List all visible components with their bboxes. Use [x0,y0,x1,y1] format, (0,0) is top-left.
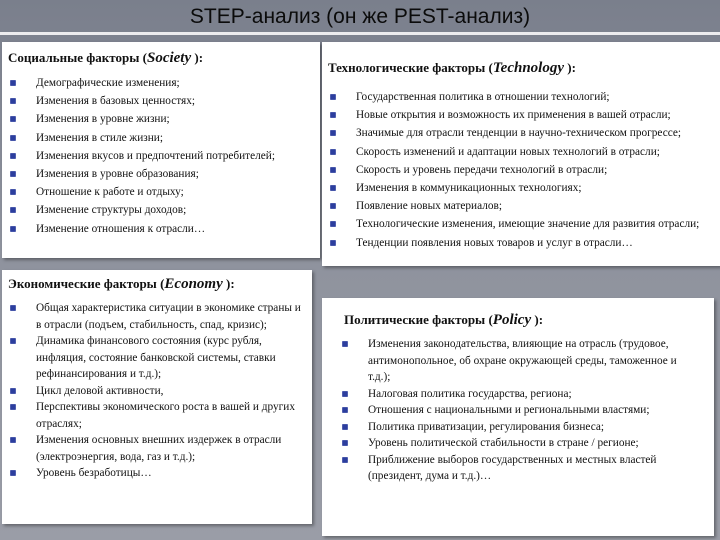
social-factor-item [4,110,320,128]
diamond-bullet-icon [7,467,18,478]
technology-factor-text: Значимые для отрасли тенденции в научно-техническом прогрессе; [356,127,682,140]
diamond-bullet-icon [339,404,350,415]
technology-factors-title: Технологические факторы (Technology ): [328,60,576,76]
technology-factor-text: Скорость изменений и адаптации новых технологий в отрасли; [356,145,660,158]
diamond-bullet-icon [339,388,350,399]
technology-factor-item [324,161,720,179]
social-factor-item [4,92,320,110]
social-factor-item [4,147,320,165]
economy-factors-list [4,300,304,482]
technology-factors-panel [322,42,720,266]
page-title: STEP-анализ (он же PEST-анализ) [189,5,531,28]
title-divider [0,32,720,35]
diamond-bullet-icon [7,223,18,234]
policy-factor-item [336,386,698,403]
technology-factor-text: Государственная политика в отношении технологий; [356,91,610,103]
diamond-bullet-icon [327,182,338,193]
technology-factors-list [324,88,720,252]
technology-factor-text: Новые открытия и возможность их применения в вашей отрасли; [356,109,671,122]
social-factor-text: Изменение отношения к отрасли… [36,222,206,235]
diamond-bullet-icon [7,77,18,88]
diamond-bullet-icon [327,164,338,175]
policy-factor-item [336,435,698,452]
social-factor-item [4,201,320,219]
technology-factor-text: Тенденции появления новых товаров и услуг в отрасли… [356,236,633,249]
social-factor-text: Изменения в уровне образования; [36,168,199,181]
technology-factor-item [324,124,720,142]
technology-factor-item [324,179,720,197]
diamond-bullet-icon [7,150,18,161]
policy-factor-item [336,452,698,485]
social-factor-text: Демографические изменения; [36,77,180,89]
economy-factor-item [4,399,304,432]
policy-factor-text: Приближение выборов государственных и местных властей (президент, дума и т.д.)… [368,453,657,482]
technology-factor-item [324,234,720,252]
technology-factor-text: Технологические изменения, имеющие значение для развития отрасли; [356,218,700,231]
diamond-bullet-icon [7,205,18,216]
diamond-bullet-icon [7,132,18,143]
economy-factor-item [4,383,304,400]
policy-factor-text: Отношения с национальными и региональными властями; [368,404,650,416]
social-factor-item [4,74,320,92]
economy-factor-text: Изменения основных внешних издержек в отрасли (электроэнергия, вода, газ и т.д.); [36,434,282,463]
diamond-bullet-icon [339,338,350,349]
diamond-bullet-icon [7,302,18,313]
policy-factor-item [336,419,698,436]
social-factor-item [4,129,320,147]
technology-factor-text: Изменения в коммуникационных технологиях; [356,182,582,195]
economy-factor-text: Цикл деловой активности, [36,384,164,397]
policy-factors-panel [322,298,714,536]
social-factor-text: Изменения в стиле жизни; [36,131,163,144]
policy-factor-item [336,402,698,419]
economy-factor-item [4,465,304,482]
diamond-bullet-icon [7,335,18,346]
technology-factor-item [324,197,720,215]
policy-factors-title: Политические факторы (Policy ): [344,312,544,328]
social-factors-panel [2,42,320,258]
diamond-bullet-icon [327,91,338,102]
diamond-bullet-icon [7,187,18,198]
technology-factor-item [324,143,720,161]
economy-factor-text: Перспективы экономического роста в вашей и других отраслях; [36,401,295,430]
economy-factor-item [4,432,304,465]
policy-factor-text: Уровень политической стабильности в стране / регионе; [368,437,639,449]
policy-factor-text: Политика приватизации, регулирования бизнеса; [368,420,605,433]
policy-factors-list [336,336,698,485]
diamond-bullet-icon [327,146,338,157]
technology-factor-text: Скорость и уровень передачи технологий в отрасли; [356,163,608,176]
economy-factors-title: Экономические факторы (Economy ): [8,276,235,292]
social-factor-text: Изменения вкусов и предпочтений потребителей; [36,149,275,162]
diamond-bullet-icon [327,219,338,230]
diamond-bullet-icon [327,201,338,212]
social-factors-title: Социальные факторы (Society ): [8,50,204,66]
diamond-bullet-icon [327,128,338,139]
diamond-bullet-icon [7,114,18,125]
social-factor-item [4,183,320,201]
diamond-bullet-icon [7,434,18,445]
economy-factor-text: Динамика финансового состояния (курс рубля, инфляция, состояние банковской системы, ставки рефинансирования и т.д.); [36,335,276,380]
diamond-bullet-icon [327,110,338,121]
economy-factor-text: Общая характеристика ситуации в экономике страны и в отрасли (подъем, стабильность, спад, кризис); [36,302,301,331]
social-factor-item [4,220,320,238]
social-factor-item [4,165,320,183]
diamond-bullet-icon [339,437,350,448]
technology-factor-item [324,215,720,233]
policy-factor-text: Налоговая политика государства, региона; [368,387,572,400]
economy-factor-text: Уровень безработицы… [36,467,152,479]
economy-factors-panel [2,270,312,524]
diamond-bullet-icon [327,237,338,248]
social-factors-list [4,74,320,238]
policy-factor-item [336,336,698,386]
social-factor-text: Отношение к работе и отдыху; [36,186,184,199]
social-factor-text: Изменения в базовых ценностях; [36,95,196,108]
diamond-bullet-icon [7,96,18,107]
diamond-bullet-icon [7,401,18,412]
diamond-bullet-icon [7,168,18,179]
technology-factor-item [324,106,720,124]
diamond-bullet-icon [339,454,350,465]
technology-factor-item [324,88,720,106]
technology-factor-text: Появление новых материалов; [356,200,502,213]
social-factor-text: Изменение структуры доходов; [36,204,187,217]
diamond-bullet-icon [7,385,18,396]
economy-factor-item [4,300,304,333]
policy-factor-text: Изменения законодательства, влияющие на отрасль (трудовое, антимонопольное, об охране окружающей среды, таможенное и т.д.); [368,338,677,383]
diamond-bullet-icon [339,421,350,432]
social-factor-text: Изменения в уровне жизни; [36,113,170,126]
economy-factor-item [4,333,304,383]
